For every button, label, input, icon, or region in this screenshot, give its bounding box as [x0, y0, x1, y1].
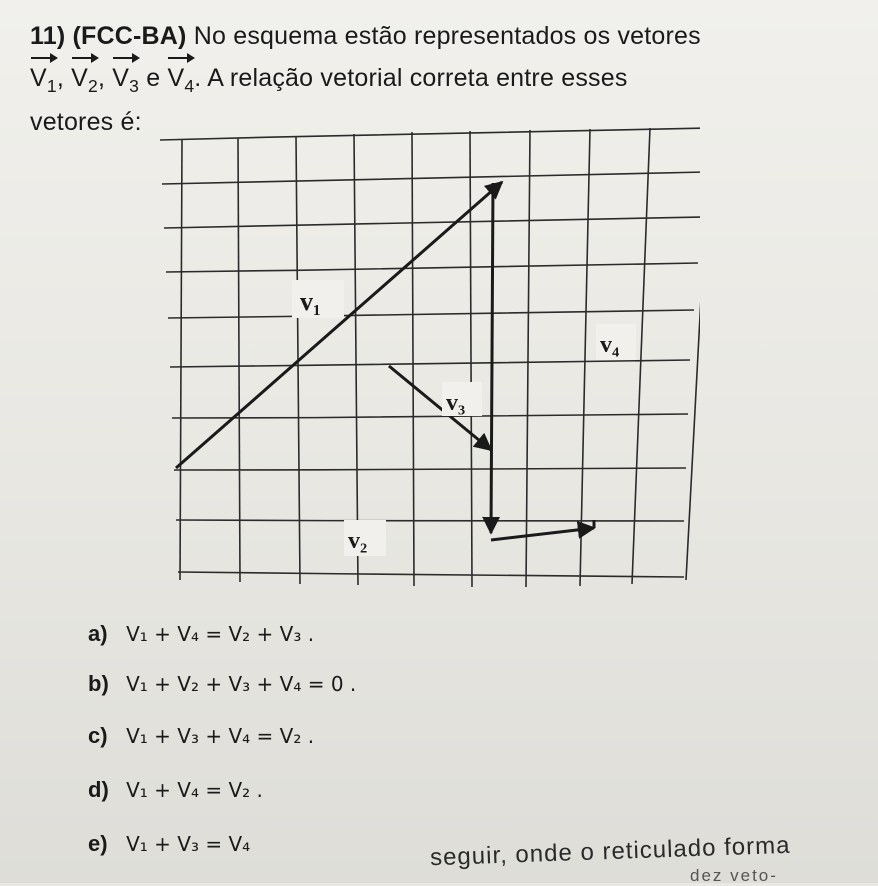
option-e[interactable] — [88, 822, 250, 866]
label-v4: v₄ — [600, 332, 620, 358]
label-v2: v₂ — [348, 528, 368, 554]
option-c-label: c) — [88, 723, 108, 748]
label-v3: v₃ — [446, 390, 466, 416]
question-line-2-tail: . A relação vetorial correta entre esses — [194, 64, 628, 92]
next-question-fragment: seguir, onde o reticulado forma — [429, 831, 791, 872]
option-c-expression: V₁ + V₃ + V₄ = V₂ . — [126, 724, 315, 748]
option-a[interactable] — [88, 612, 314, 656]
vector-v2-symbol: $V_2$ — [71, 54, 98, 104]
option-d-label: d) — [88, 777, 109, 802]
question-line-1 — [30, 18, 850, 54]
vector-v4-symbol: $V_4$ — [167, 54, 194, 104]
label-v1: v₁ — [300, 287, 321, 316]
vector-v2-arrow — [491, 528, 594, 540]
vector-grid-figure — [150, 120, 700, 620]
option-a-label: a) — [88, 621, 108, 646]
vector-v4-arrow — [491, 183, 493, 533]
question-line-3: vetores é: — [30, 108, 142, 136]
question-intro: No esquema estão representados os vetores — [193, 22, 701, 50]
option-b[interactable] — [88, 662, 356, 706]
option-c[interactable] — [88, 714, 314, 758]
vector-v3-symbol: $V_3$ — [112, 54, 139, 104]
option-b-label: b) — [88, 671, 109, 696]
question-source: (FCC-BA) — [72, 22, 187, 50]
next-question-cut-line: dez veto- — [690, 866, 778, 885]
option-b-expression: V₁ + V₂ + V₃ + V₄ = 0 . — [126, 672, 357, 696]
option-d-expression: V₁ + V₄ = V₂ . — [126, 778, 263, 802]
vector-v1-symbol: $V_1$ — [30, 54, 57, 104]
option-e-label: e) — [88, 831, 108, 856]
option-d[interactable] — [88, 768, 263, 812]
option-e-expression: V₁ + V₃ = V₄ — [126, 832, 251, 856]
and-word: e — [146, 64, 161, 92]
option-a-expression: V₁ + V₄ = V₂ + V₃ . — [126, 622, 315, 646]
question-line-2: $V_1$, $V_2$, $V_3$ e $V_4$. A relação vetorial correta entre esses — [30, 54, 850, 104]
question-number: 11) — [30, 22, 66, 50]
